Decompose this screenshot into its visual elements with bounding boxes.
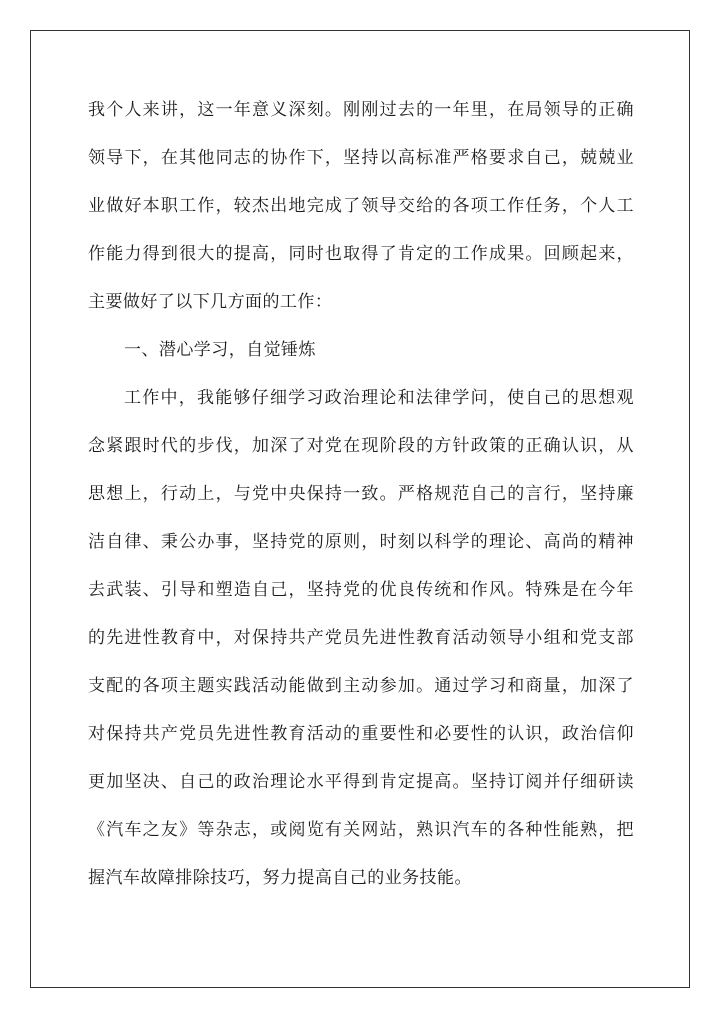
section-heading: 一、潜心学习，自觉锤炼 — [124, 340, 316, 360]
text-line: 领导下，在其他同志的协作下，坚持以高标准严格要求自己，兢兢业 — [88, 148, 634, 168]
text-line: 《汽车之友》等杂志，或阅览有关网站，熟识汽车的各种性能熟，把 — [88, 820, 634, 840]
text-line: 对保持共产党员先进性教育活动的重要性和必要性的认识，政治信仰 — [88, 724, 634, 744]
text-line: 思想上，行动上，与党中央保持一致。严格规范自己的言行，坚持廉 — [88, 484, 634, 504]
text-line: 主要做好了以下几方面的工作： — [88, 292, 333, 312]
text-line: 我个人来讲，这一年意义深刻。刚刚过去的一年里，在局领导的正确 — [88, 100, 634, 120]
text-line: 握汽车故障排除技巧，努力提高自己的业务技能。 — [88, 868, 472, 888]
text-line: 念紧跟时代的步伐，加深了对党在现阶段的方针政策的正确认识，从 — [88, 436, 634, 456]
text-line: 更加坚决、自己的政治理论水平得到肯定提高。坚持订阅并仔细研读 — [88, 772, 634, 792]
text-line: 作能力得到很大的提高，同时也取得了肯定的工作成果。回顾起来， — [88, 244, 634, 264]
text-line: 洁自律、秉公办事，坚持党的原则，时刻以科学的理论、高尚的精神 — [88, 532, 634, 552]
text-line: 支配的各项主题实践活动能做到主动参加。通过学习和商量，加深了 — [88, 676, 634, 696]
text-line: 的先进性教育中，对保持共产党员先进性教育活动领导小组和党支部 — [88, 628, 634, 648]
text-line: 业做好本职工作，较杰出地完成了领导交给的各项工作任务，个人工 — [88, 196, 634, 216]
text-line: 去武装、引导和塑造自己，坚持党的优良传统和作风。特殊是在今年 — [88, 580, 634, 600]
text-line: 工作中，我能够仔细学习政治理论和法律学问，使自己的思想观 — [124, 388, 634, 408]
